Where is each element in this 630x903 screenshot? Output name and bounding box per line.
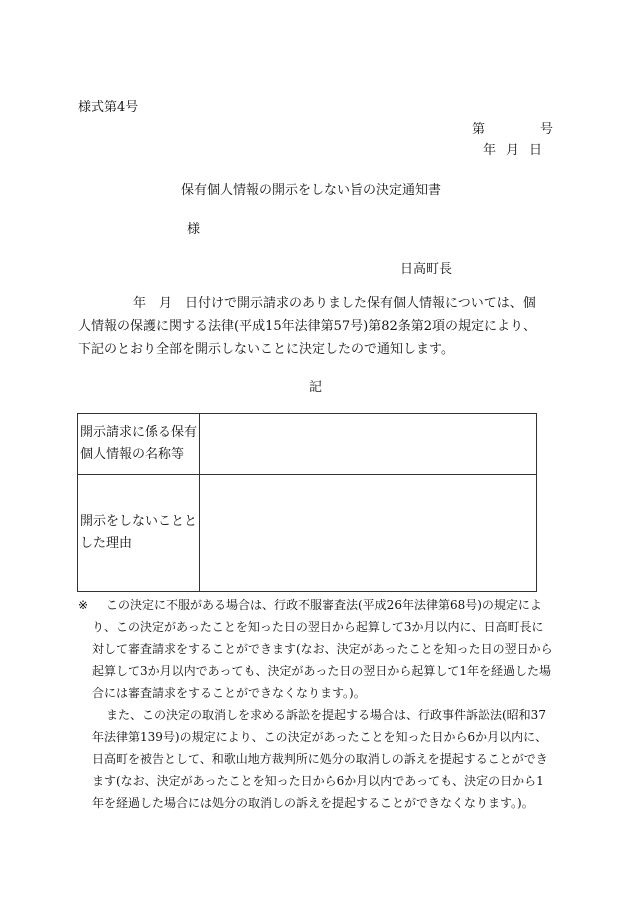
reason-label: 開示をしないこととした理由: [78, 475, 200, 592]
note-paragraph-lawsuit: また、この決定の取消しを求める訴訟を提起する場合は、行政事件訴訟法(昭和37年法律第139号)の規定により、この決定があったことを知った日から6か月以内に、日高町を被告として、和歌山地方裁判所に処分の取消しの訴えを提起することができます(なお、決定があったことを知った日から6か月以内であっても、決定の日から1年を経過した場合には処分の取消しの訴えを提起することができなくなります。)。: [92, 708, 548, 810]
notes-section: [78, 594, 553, 814]
date-month: 月: [506, 143, 520, 158]
body-paragraph: 年 月 日付けで開示請求のありました保有個人情報については、個人情報の保護に関する法律(平成15年法律第57号)第82条第2項の規定により、下記のとおり全部を開示しないことに決定したので通知します。: [78, 296, 537, 357]
document-title: 保有個人情報の開示をしない旨の決定通知書: [181, 183, 442, 198]
date-line: [483, 139, 542, 158]
table-row: [78, 475, 537, 592]
note: [78, 594, 553, 814]
note-paragraph-appeal: この決定に不服がある場合は、行政不服審査法(平成26年法律第68号)の規定により、この決定があったことを知った日の翌日から起算して3か月以内に、日高町長に対して審査請求をすることができます(なお、決定があったことを知った日の翌日から起算して3か月以内であっても、決定があった日の翌日から起算して1年を経過した場合には審査請求をすることができなくなります。)。: [92, 598, 553, 700]
request-info-value: [200, 414, 537, 475]
document-number-prefix: 第: [472, 122, 486, 137]
date-year: 年: [483, 143, 497, 158]
detail-table: [77, 413, 537, 592]
date-day: 日: [529, 143, 543, 158]
ki-heading: 記: [309, 380, 323, 395]
reason-value: [200, 475, 537, 592]
document-number-suffix: 号: [540, 122, 554, 137]
note-mark: ※: [78, 598, 89, 612]
request-info-label: 開示請求に係る保有個人情報の名称等: [78, 414, 200, 475]
addressee: 様: [187, 222, 201, 237]
form-number: 様式第4号: [78, 100, 139, 115]
sender: 日高町長: [400, 262, 453, 277]
table-row: [78, 414, 537, 475]
